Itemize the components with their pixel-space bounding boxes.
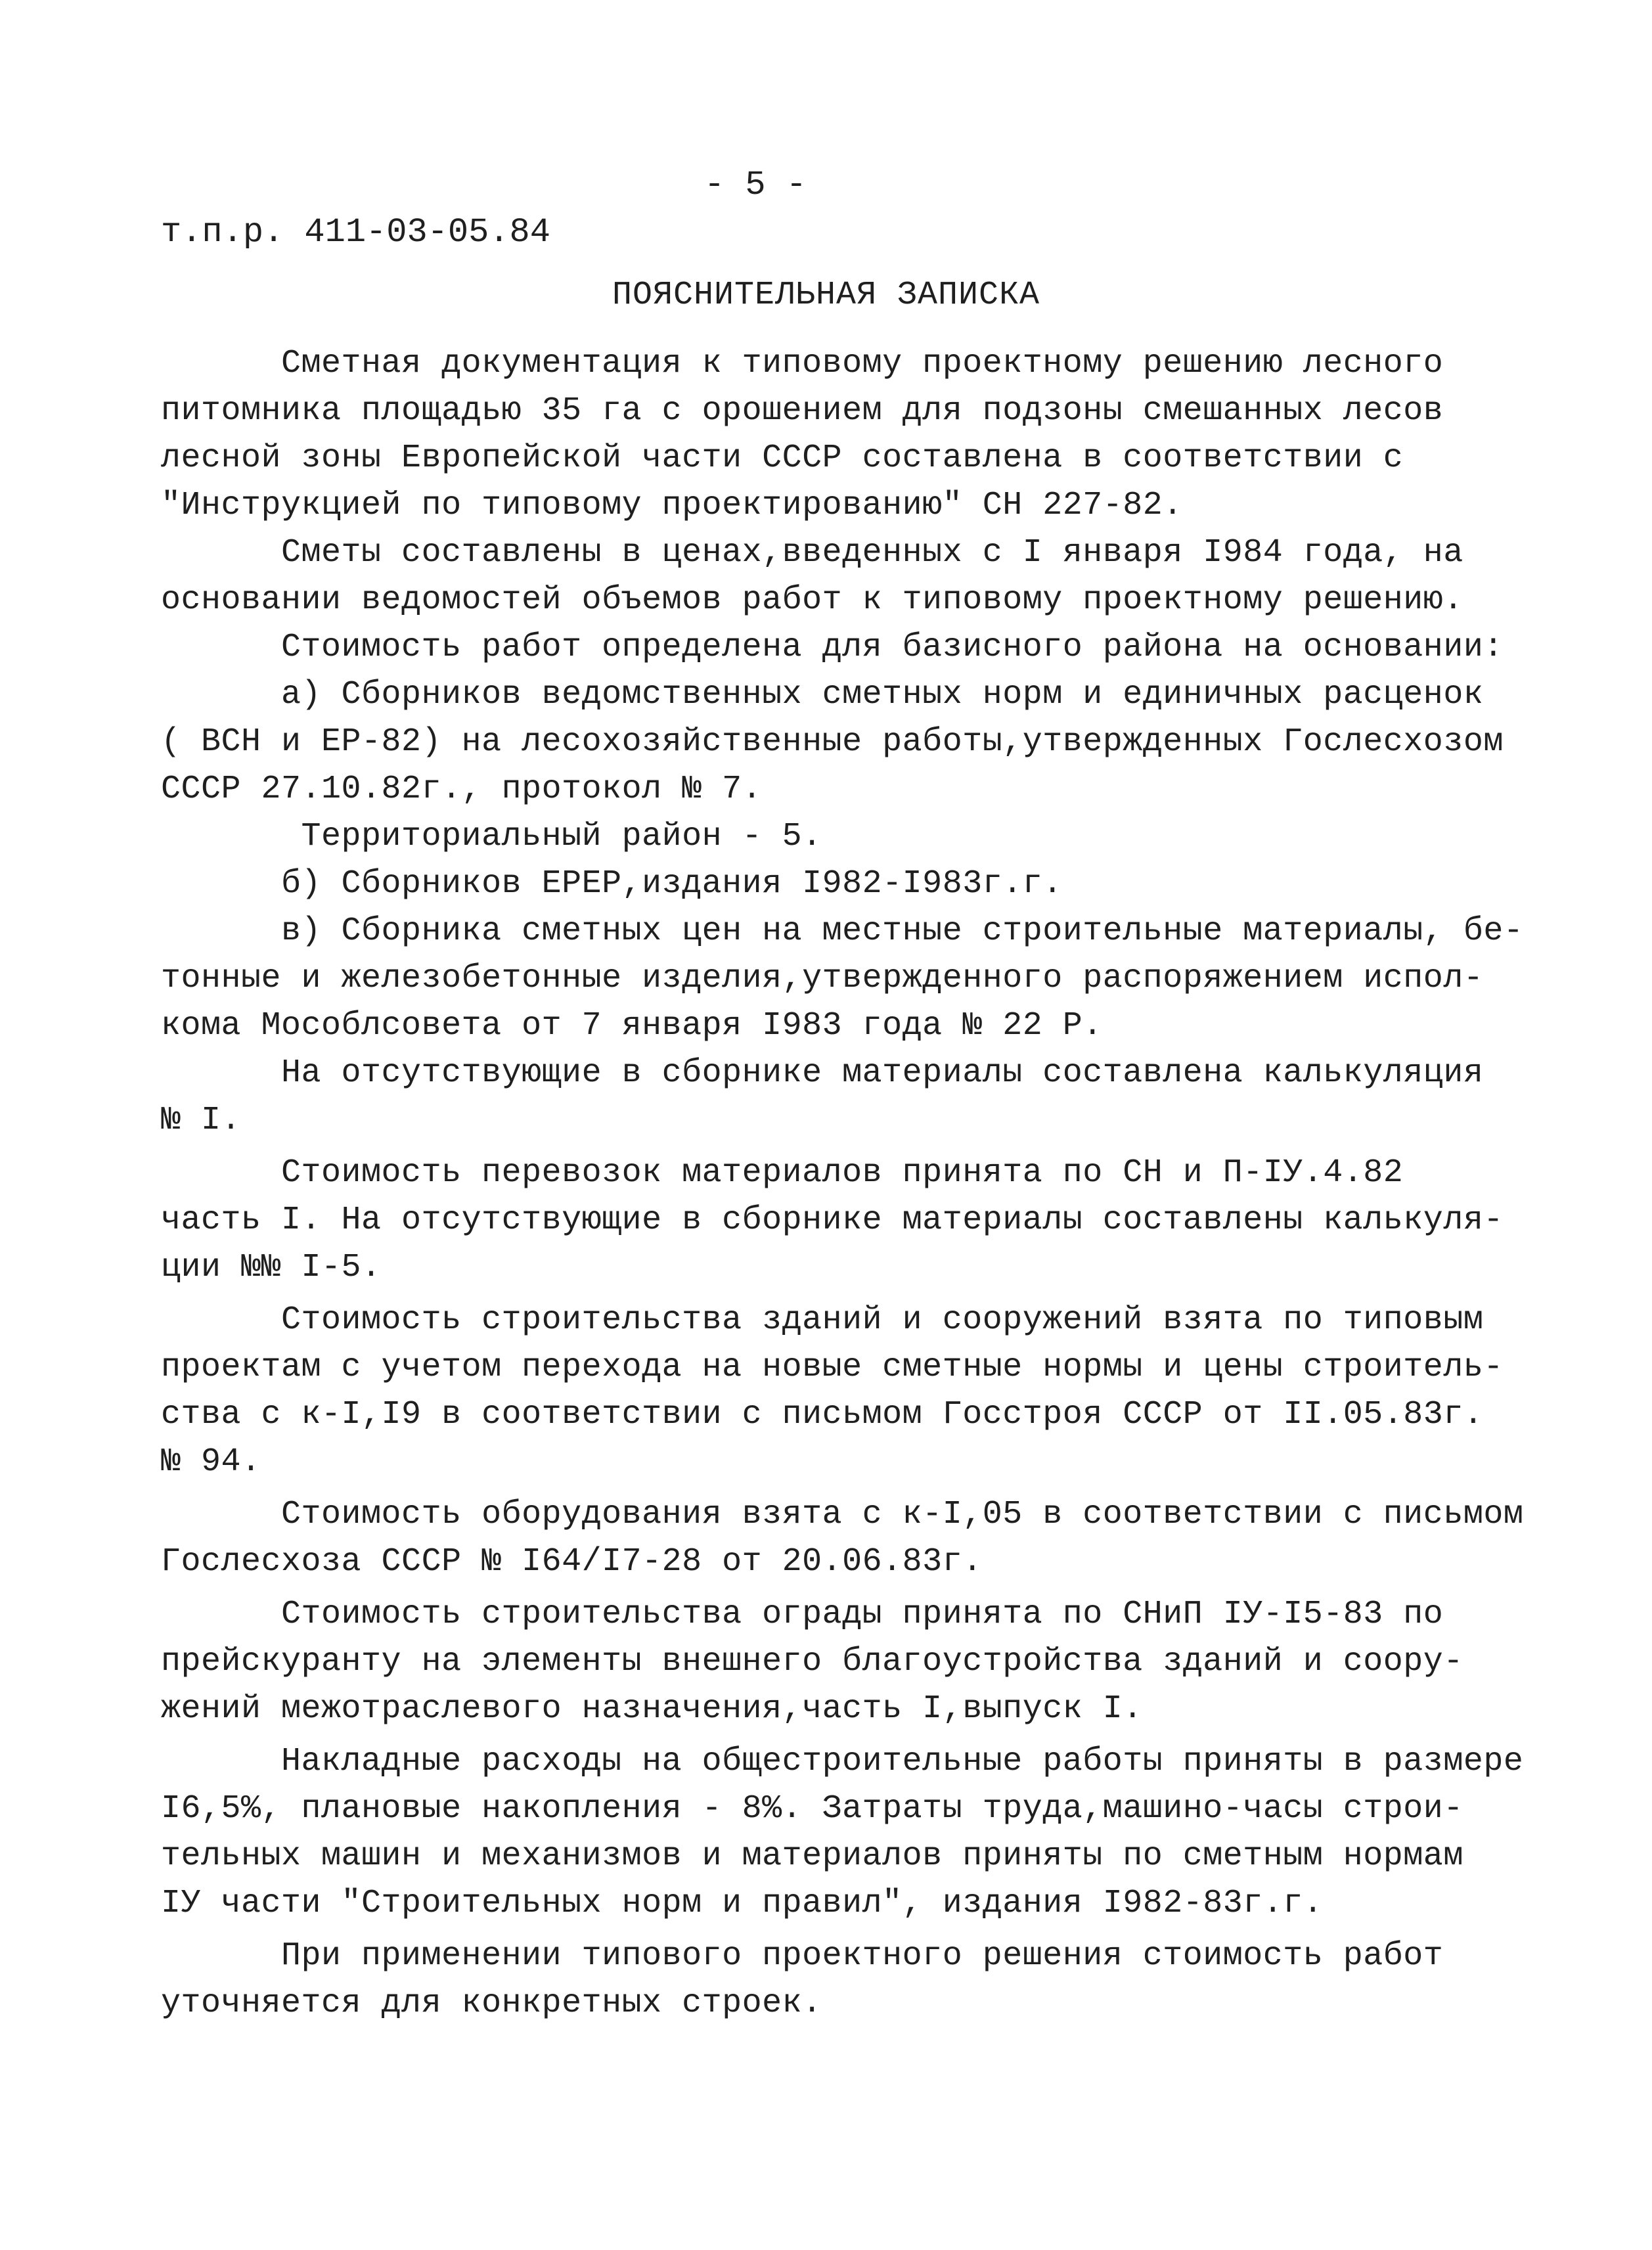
document-title: ПОЯСНИТЕЛЬНАЯ ЗАПИСКА [612, 277, 1040, 314]
text-line: б) Сборников ЕРЕР,издания I982-I983г.г. [161, 865, 1063, 903]
text-line: ции №№ I-5. [161, 1249, 382, 1286]
text-line: № 94. [161, 1443, 261, 1481]
text-line: № I. [161, 1102, 242, 1139]
document-code: т.п.р. 411-03-05.84 [161, 213, 550, 252]
text-line: ( ВСН и ЕР-82) на лесохозяйственные работы,утвержденных Гослесхозом [161, 723, 1504, 761]
text-line: лесной зоны Европейской части СССР составлена в соответствии с [161, 439, 1404, 477]
text-line: Стоимость работ определена для базисного района на основании: [161, 629, 1504, 666]
text-line: проектам с учетом перехода на новые сметные нормы и цены строитель- [161, 1349, 1504, 1386]
text-line: СССР 27.10.82г., протокол № 7. [161, 771, 763, 808]
text-line: "Инструкцией по типовому проектированию" СН 227-82. [161, 487, 1183, 524]
text-line: При применении типового проектного решения стоимость работ [161, 1937, 1444, 1975]
text-line: Территориальный район - 5. [161, 818, 822, 855]
text-line: тонные и железобетонные изделия,утвержденного распоряжением испол- [161, 960, 1484, 997]
text-line: ства с к-I,I9 в соответствии с письмом Госстроя СССР от II.05.83г. [161, 1396, 1484, 1433]
text-line: Накладные расходы на общестроительные работы приняты в размере [161, 1743, 1524, 1780]
text-line: На отсутствующие в сборнике материалы составлена калькуляция [161, 1054, 1484, 1092]
text-line: Сметы составлены в ценах,введенных с I января I984 года, на [161, 534, 1463, 572]
text-line: тельных машин и механизмов и материалов приняты по сметным нормам [161, 1837, 1463, 1875]
text-line: Гослесхоза СССР № I64/I7-28 от 20.06.83г. [161, 1543, 983, 1581]
text-line: жений межотраслевого назначения,часть I,выпуск I. [161, 1690, 1143, 1728]
text-line: Стоимость оборудования взята с к-I,05 в соответствии с письмом [161, 1496, 1524, 1533]
text-line: а) Сборников ведомственных сметных норм и единичных расценок [161, 676, 1484, 713]
text-line: IУ части "Строительных норм и правил", издания I982-83г.г. [161, 1885, 1324, 1922]
text-line: часть I. На отсутствующие в сборнике материалы составлены калькуля- [161, 1202, 1504, 1239]
page-number: - 5 - [703, 166, 807, 204]
text-line: Сметная документация к типовому проектному решению лесного [161, 345, 1444, 382]
text-line: питомника площадью 35 га с орошением для подзоны смешанных лесов [161, 392, 1444, 430]
text-line: I6,5%, плановые накопления - 8%. Затраты труда,машино-часы строи- [161, 1790, 1463, 1828]
text-line: уточняется для конкретных строек. [161, 1985, 822, 2022]
text-line: основании ведомостей объемов работ к типовому проектному решению. [161, 581, 1463, 619]
text-line: прейскуранту на элементы внешнего благоустройства зданий и соору- [161, 1643, 1463, 1680]
text-line: кома Мособлсовета от 7 января I983 года № 22 Р. [161, 1007, 1103, 1045]
explanatory-note-body [161, 340, 1524, 2027]
text-line: в) Сборника сметных цен на местные строительные материалы, бе- [161, 912, 1524, 950]
text-line: Стоимость строительства ограды принята по СНиП IУ-I5-83 по [161, 1596, 1444, 1633]
text-line: Стоимость строительства зданий и сооружений взята по типовым [161, 1301, 1484, 1339]
text-line: Стоимость перевозок материалов принята по СН и П-IУ.4.82 [161, 1154, 1404, 1192]
